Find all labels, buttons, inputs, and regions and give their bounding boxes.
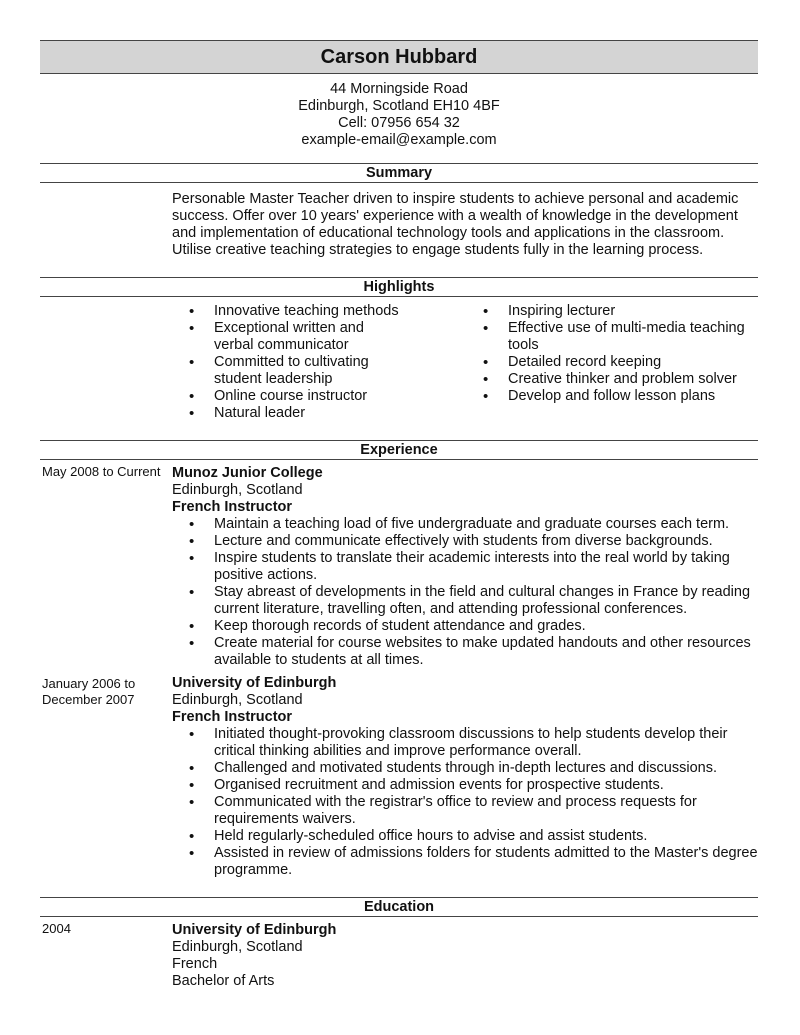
resume-page	[40, 40, 758, 989]
job-title: French Instructor	[172, 709, 293, 725]
list-item: • Held regularly-scheduled office hours to advise and assist students.	[172, 828, 762, 845]
list-item: • Inspire students to translate their academic interests into the real world by taking positive actions.	[172, 550, 762, 584]
list-item: • Natural leader	[172, 405, 452, 422]
list-item: • Keep thorough records of student attendance and grades.	[172, 618, 762, 635]
job-location: Edinburgh, Scotland	[172, 692, 303, 708]
address: 44 Morningside Road	[330, 81, 468, 97]
summary-heading: Summary	[40, 163, 758, 183]
job-bullets	[172, 726, 762, 879]
list-item: • Online course instructor	[172, 388, 452, 405]
highlights-left-list	[172, 303, 452, 422]
list-item: • Create material for course websites to make updated handouts and other resources available to students at all times.	[172, 635, 762, 669]
contact-block	[40, 81, 758, 149]
job-bullets	[172, 516, 762, 669]
list-item: • Innovative teaching methods	[172, 303, 452, 320]
list-item: • Exceptional written and verbal communicator	[172, 320, 452, 354]
name-header: Carson Hubbard	[40, 40, 758, 74]
list-item: • Initiated thought-provoking classroom discussions to help students develop their critical thinking abilities and improve performance overall.	[172, 726, 762, 760]
education-degree: Bachelor of Arts	[172, 973, 275, 989]
list-item: • Organised recruitment and admission events for prospective students.	[172, 777, 762, 794]
job-dates: May 2008 to Current	[42, 464, 161, 479]
list-item: • Committed to cultivating student leadership	[172, 354, 452, 388]
email: example-email@example.com	[301, 132, 497, 148]
education-field: French	[172, 956, 218, 972]
cell-phone: Cell: 07956 654 32	[338, 115, 460, 131]
list-item: • Challenged and motivated students through in-depth lectures and discussions.	[172, 760, 762, 777]
list-item: • Lecture and communicate effectively with students from diverse backgrounds.	[172, 533, 762, 550]
experience-heading: Experience	[40, 440, 758, 460]
job-title: French Instructor	[172, 499, 293, 515]
city: Edinburgh, Scotland EH10 4BF	[298, 98, 500, 114]
list-item: • Communicated with the registrar's office to review and process requests for requirements waivers.	[172, 794, 762, 828]
list-item: • Inspiring lecturer	[466, 303, 758, 320]
job-dates: January 2006 to December 2007	[42, 676, 136, 707]
job-employer: University of Edinburgh	[172, 675, 337, 691]
education-school: University of Edinburgh	[172, 922, 337, 938]
list-item: • Develop and follow lesson plans	[466, 388, 758, 405]
highlights-heading: Highlights	[40, 277, 758, 297]
highlights-right-list	[466, 303, 758, 405]
list-item: • Stay abreast of developments in the field and cultural changes in France by reading current literature, travelling often, and attending professional conferences.	[172, 584, 762, 618]
list-item: • Maintain a teaching load of five undergraduate and graduate courses each term.	[172, 516, 762, 533]
summary-text: Personable Master Teacher driven to inspire students to achieve personal and academic success. Offer over 10 years' experience with a wealth of knowledge in the development and implementation of educational technology tools and applications in the classroom. Utilise creative teaching strategies to engage students fully in the learning process.	[172, 191, 739, 258]
list-item: • Effective use of multi-media teaching tools	[466, 320, 758, 354]
education-heading: Education	[40, 897, 758, 917]
list-item: • Assisted in review of admissions folders for students admitted to the Master's degree programme.	[172, 845, 762, 879]
education-entry	[172, 922, 762, 990]
education-location: Edinburgh, Scotland	[172, 939, 303, 955]
list-item: • Detailed record keeping	[466, 354, 758, 371]
education-year: 2004	[42, 921, 71, 936]
job-employer: Munoz Junior College	[172, 465, 323, 481]
list-item: • Creative thinker and problem solver	[466, 371, 758, 388]
job-location: Edinburgh, Scotland	[172, 482, 303, 498]
